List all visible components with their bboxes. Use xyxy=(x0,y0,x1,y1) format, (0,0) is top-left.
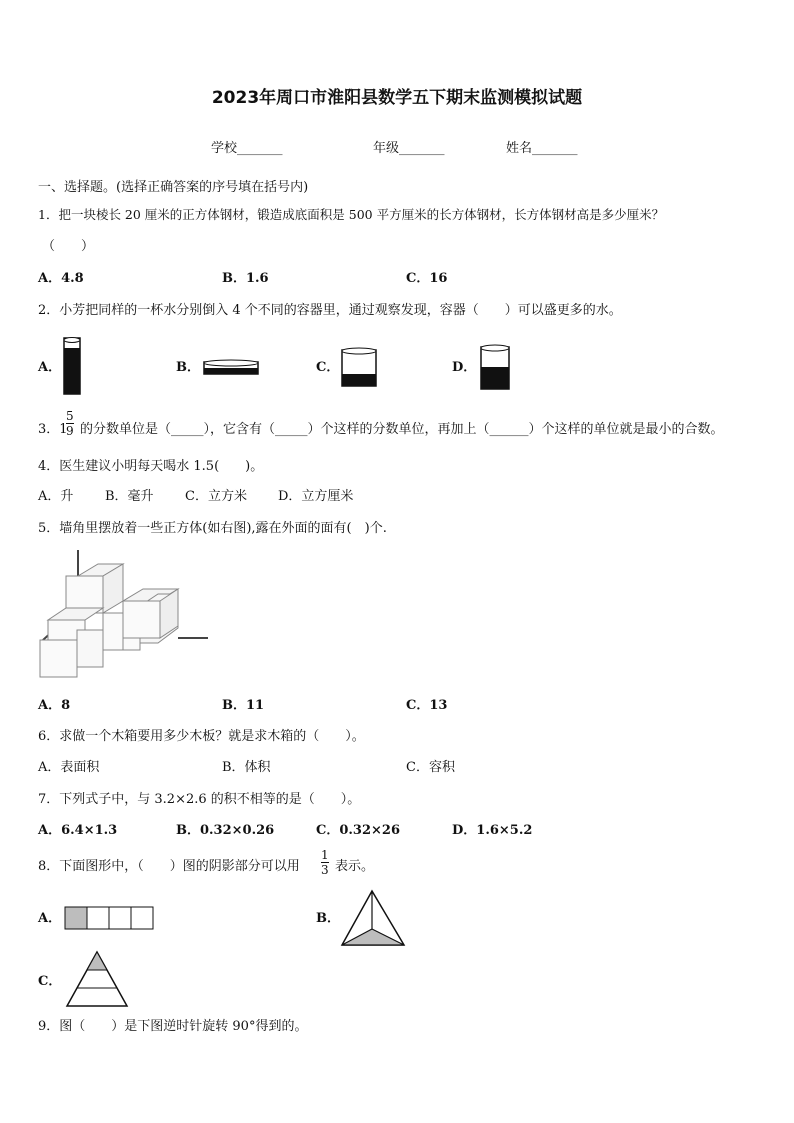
question-2: 2．小芳把同样的一杯水分别倒入 4 个不同的容器里，通过观察发现，容器（ ）可以盛更多的水。 xyxy=(38,303,622,318)
school-field: 学校_______ xyxy=(211,141,283,156)
q8-label-b: B． xyxy=(316,911,340,926)
q6-option-a: A．表面积 xyxy=(38,760,100,775)
question-8: 8．下面图形中，（ ）图的阴影部分可以用 xyxy=(38,859,300,874)
section-heading: 一、选择题。(选择正确答案的序号填在括号内) xyxy=(38,180,309,195)
question-4: 4．医生建议小明每天喝水 1.5( )。 xyxy=(38,459,264,474)
grade-field: 年级_______ xyxy=(373,141,445,156)
q2-label-d: D． xyxy=(452,360,477,375)
question-5: 5．墙角里摆放着一些正方体(如右图),露在外面的面有( )个. xyxy=(38,521,387,536)
question-7: 7．下列式子中，与 3.2×2.6 的积不相等的是（ ）。 xyxy=(38,792,361,807)
q5-option-a: A．8 xyxy=(38,698,71,713)
name-field: 姓名_______ xyxy=(506,141,578,156)
q1-option-c: C．16 xyxy=(406,271,448,286)
q4-option-a: A．升 xyxy=(38,489,74,504)
container-a-figure xyxy=(62,336,84,396)
q4-option-b: B．毫升 xyxy=(105,489,154,504)
q8-fraction xyxy=(321,849,329,876)
q6-option-b: B．体积 xyxy=(222,760,271,775)
question-1-blank: （ ） xyxy=(42,239,95,254)
question-6: 6．求做一个木箱要用多少木板？就是求木箱的（ ）。 xyxy=(38,729,365,744)
q8-label-a: A． xyxy=(38,911,62,926)
q3-fraction xyxy=(66,410,74,437)
q8-frac-numerator: 1 xyxy=(321,848,329,862)
question-3: 的分数单位是（_____），它含有（_____）个这样的分数单位，再加上（______）个这样的单位就是最小的合数。 xyxy=(80,422,724,437)
question-1: 1．把一块棱长 20 厘米的正方体钢材，锻造成底面积是 500 平方厘米的长方体钢材，长方体钢材高是多少厘米？ xyxy=(38,207,665,222)
shaded-bar-figure xyxy=(64,906,156,932)
q2-label-a: A． xyxy=(38,360,62,375)
q5-option-b: B．11 xyxy=(222,698,265,713)
q8-frac-denominator: 3 xyxy=(321,863,329,877)
cubes-figure xyxy=(38,548,213,686)
question-3-prefix: 3．1 xyxy=(38,422,68,437)
container-d-figure xyxy=(479,343,513,393)
q3-frac-denominator: 9 xyxy=(66,424,74,438)
triangle-b-figure xyxy=(338,889,408,949)
q4-option-c: C．立方米 xyxy=(185,489,247,504)
q3-frac-numerator: 5 xyxy=(66,409,74,423)
q6-option-c: C．容积 xyxy=(406,760,455,775)
triangle-c-figure xyxy=(64,948,132,1010)
q8-label-c: C． xyxy=(38,974,62,989)
q4-option-d: D．立方厘米 xyxy=(278,489,354,504)
q7-option-d: D．1.6×5.2 xyxy=(452,823,533,838)
container-b-figure xyxy=(202,358,262,380)
q5-option-c: C．13 xyxy=(406,698,448,713)
container-c-figure xyxy=(340,346,380,390)
q7-option-b: B．0.32×0.26 xyxy=(176,823,275,838)
q2-label-b: B． xyxy=(176,360,200,375)
q7-option-a: A．6.4×1.3 xyxy=(38,823,118,838)
question-9: 9．图（ ）是下图逆时针旋转 90°得到的。 xyxy=(38,1019,308,1034)
q1-option-b: B．1.6 xyxy=(222,271,269,286)
question-8-suffix: 表示。 xyxy=(335,859,375,874)
q2-label-c: C． xyxy=(316,360,340,375)
page-title: 2023年周口市淮阳县数学五下期末监测模拟试题 xyxy=(211,88,583,108)
q7-option-c: C．0.32×26 xyxy=(316,823,400,838)
q1-option-a: A．4.8 xyxy=(38,271,84,286)
